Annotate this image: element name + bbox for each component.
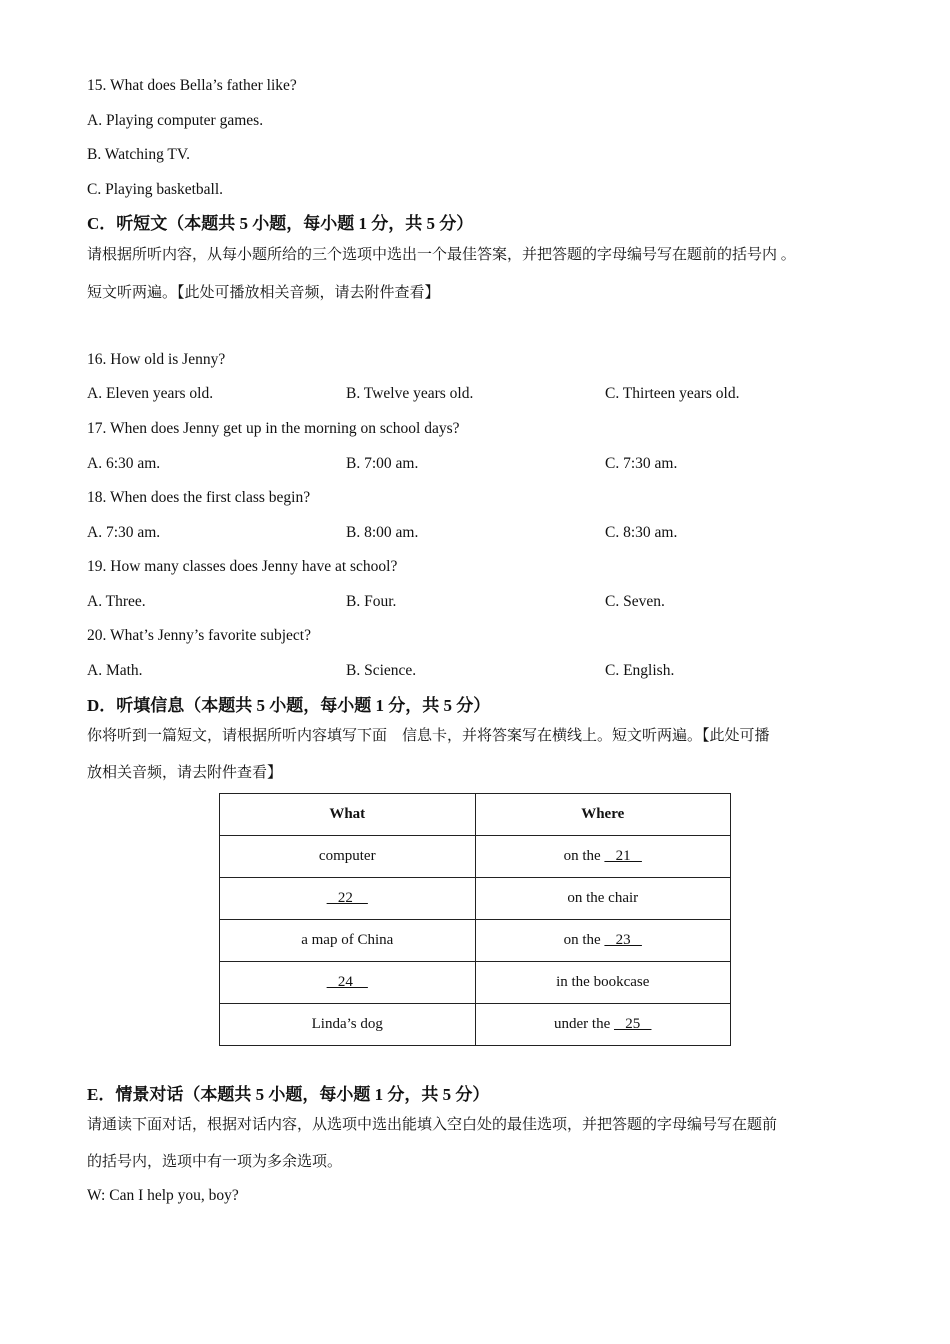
- section-e-instruction-1: 请通读下面对话，根据对话内容，从选项中选出能填入空白处的最佳选项，并把答题的字母编号写在题前: [87, 1117, 778, 1133]
- blank-24: 24: [326, 974, 368, 990]
- table-row: [220, 1004, 731, 1046]
- q19-option-c: C. Seven.: [605, 593, 665, 610]
- section-e-heading: E．情景对话（本题共 5 小题，每小题 1 分，共 5 分）: [87, 1085, 490, 1104]
- question-19: 19. How many classes does Jenny have at school?: [87, 558, 398, 575]
- q15-option-a: A. Playing computer games.: [87, 112, 264, 129]
- where-text: on the chair: [567, 890, 639, 906]
- q17-option-b: B. 7:00 am.: [346, 455, 419, 472]
- question-15: 15. What does Bella’s father like?: [87, 77, 297, 94]
- where-text: on the: [563, 932, 605, 948]
- cell-what: [220, 836, 476, 878]
- what-text: a map of China: [301, 932, 394, 948]
- q15-option-c: C. Playing basketball.: [87, 181, 224, 198]
- q16-option-c: C. Thirteen years old.: [605, 385, 740, 402]
- section-d-instruction-2: 放相关音频，请去附件查看】: [87, 765, 283, 781]
- section-d-instruction-1: 你将听到一篇短文，请根据所听内容填写下面 信息卡，并将答案写在横线上。短文听两遍。【此处可播: [87, 728, 770, 744]
- cell-where: [475, 962, 731, 1004]
- question-18: 18. When does the first class begin?: [87, 489, 311, 506]
- where-text: under the: [554, 1016, 614, 1032]
- q15-option-b: B. Watching TV.: [87, 146, 190, 163]
- header-what: What: [220, 794, 476, 836]
- q20-option-b: B. Science.: [346, 662, 417, 679]
- cell-what: [220, 962, 476, 1004]
- section-c-heading: C．听短文（本题共 5 小题，每小题 1 分，共 5 分）: [87, 214, 474, 233]
- table-header-row: [220, 794, 731, 836]
- cell-where: [475, 920, 731, 962]
- q20-option-a: A. Math.: [87, 662, 143, 679]
- blank-21: 21: [604, 848, 642, 864]
- cell-where: [475, 836, 731, 878]
- info-card-table: [219, 793, 731, 1046]
- blank-22: 22: [326, 890, 368, 906]
- section-e-instruction-2: 的括号内，选项中有一项为多余选项。: [87, 1154, 343, 1170]
- cell-where: [475, 1004, 731, 1046]
- blank-23: 23: [604, 932, 642, 948]
- q17-option-a: A. 6:30 am.: [87, 455, 161, 472]
- question-20: 20. What’s Jenny’s favorite subject?: [87, 627, 311, 644]
- table-row: [220, 920, 731, 962]
- q16-option-a: A. Eleven years old.: [87, 385, 214, 402]
- where-text: in the bookcase: [556, 974, 650, 990]
- section-d-heading: D．听填信息（本题共 5 小题，每小题 1 分，共 5 分）: [87, 696, 491, 715]
- section-c-instruction-1: 请根据所听内容，从每小题所给的三个选项中选出一个最佳答案，并把答题的字母编号写在题前的括号内 。: [87, 247, 796, 263]
- q20-option-c: C. English.: [605, 662, 675, 679]
- cell-what: [220, 1004, 476, 1046]
- what-text: computer: [318, 848, 376, 864]
- question-17: 17. When does Jenny get up in the morning on school days?: [87, 420, 460, 437]
- section-c-instruction-2: 短文听两遍。【此处可播放相关音频，请去附件查看】: [87, 285, 440, 301]
- header-where: Where: [475, 794, 731, 836]
- q19-option-b: B. Four.: [346, 593, 397, 610]
- where-text: on the: [563, 848, 605, 864]
- table-row: [220, 878, 731, 920]
- dialogue-line-1: W: Can I help you, boy?: [87, 1187, 239, 1204]
- question-16: 16. How old is Jenny?: [87, 351, 226, 368]
- cell-what: [220, 878, 476, 920]
- what-text: Linda’s dog: [311, 1016, 383, 1032]
- cell-where: [475, 878, 731, 920]
- table-row: [220, 962, 731, 1004]
- q16-option-b: B. Twelve years old.: [346, 385, 474, 402]
- q17-option-c: C. 7:30 am.: [605, 455, 678, 472]
- table-row: [220, 836, 731, 878]
- q18-option-a: A. 7:30 am.: [87, 524, 161, 541]
- q18-option-c: C. 8:30 am.: [605, 524, 678, 541]
- q19-option-a: A. Three.: [87, 593, 146, 610]
- cell-what: [220, 920, 476, 962]
- blank-25: 25: [613, 1016, 652, 1032]
- q18-option-b: B. 8:00 am.: [346, 524, 419, 541]
